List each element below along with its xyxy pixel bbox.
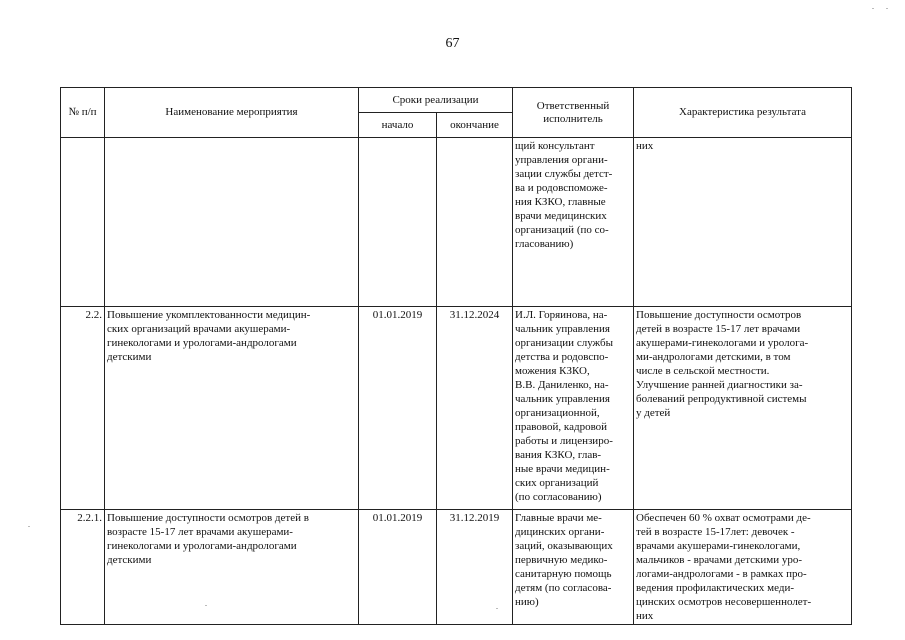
text-line: мальчиков - врачами детскими уро- xyxy=(636,554,803,566)
text-line: ва и родовспоможе- xyxy=(515,182,608,194)
row-start: 01.01.2019 xyxy=(359,510,437,625)
text-line: Повышение доступности осмотров детей в xyxy=(107,512,309,524)
text-line: гинекологами и урологами-андрологами xyxy=(107,540,297,552)
table-row xyxy=(61,510,852,625)
text-line: ведения профилактических меди- xyxy=(636,582,795,594)
text-line: ских организаций xyxy=(515,477,599,489)
header-end: окончание xyxy=(437,113,513,138)
header-name: Наименование мероприятия xyxy=(105,88,359,138)
text-line: врачи медицинских xyxy=(515,210,607,222)
row-name xyxy=(105,307,359,510)
text-line: акушерами-гинекологами и уролога- xyxy=(636,337,809,349)
row-num xyxy=(61,138,105,307)
header-num: № п/п xyxy=(61,88,105,138)
text-line: числе в сельской местности. xyxy=(636,365,770,377)
text-line: них xyxy=(636,140,654,152)
text-line: гинекологами и урологами-андрологами xyxy=(107,337,297,349)
row-end xyxy=(437,138,513,307)
text-line: санитарную помощь xyxy=(515,568,612,580)
header-start: начало xyxy=(359,113,437,138)
row-start xyxy=(359,138,437,307)
text-line: нию) xyxy=(515,596,539,608)
text-line: первичную медико- xyxy=(515,554,608,566)
text-line: ные врачи медицин- xyxy=(515,463,610,475)
text-line: болеваний репродуктивной системы xyxy=(636,393,807,405)
row-responsible xyxy=(513,138,634,307)
text-line: Обеспечен 60 % охват осмотрами де- xyxy=(636,512,811,524)
header-responsible: Ответственный исполнитель xyxy=(513,88,634,138)
text-line: врачами акушерами-гинекологами, xyxy=(636,540,801,552)
text-line: тей в возрасте 15-17лет: девочек - xyxy=(636,526,795,538)
text-line: зации службы детст- xyxy=(515,168,613,180)
text-line: правовой, кадровой xyxy=(515,421,608,433)
row-result xyxy=(634,307,852,510)
scan-speck xyxy=(872,8,874,9)
text-line: детства и родовспо- xyxy=(515,351,609,363)
text-line: детскими xyxy=(107,351,152,363)
row-end: 31.12.2024 xyxy=(437,307,513,510)
text-line: ских организаций врачами акушерами- xyxy=(107,323,291,335)
text-line: них xyxy=(636,610,654,622)
scan-speck xyxy=(28,526,30,527)
text-line: организационной, xyxy=(515,407,600,419)
scan-speck xyxy=(886,8,888,9)
scan-speck xyxy=(205,605,207,606)
text-line: детей в возрасте 15-17 лет врачами xyxy=(636,323,801,335)
text-line: работы и лицензиро- xyxy=(515,435,613,447)
text-line: можения КЗКО, xyxy=(515,365,590,377)
text-line: организаций (по со- xyxy=(515,224,609,236)
text-line: логами-андрологами - в рамках про- xyxy=(636,568,807,580)
text-line: дицинских органи- xyxy=(515,526,605,538)
header-dates: Сроки реализации xyxy=(359,88,513,113)
text-line: щий консультант xyxy=(515,140,595,152)
text-line: управления органи- xyxy=(515,154,608,166)
page-number: 67 xyxy=(445,36,460,51)
row-end: 31.12.2019 xyxy=(437,510,513,625)
text-line: чальник управления xyxy=(515,393,610,405)
text-line: В.В. Даниленко, на- xyxy=(515,379,609,391)
row-name xyxy=(105,510,359,625)
text-line: организации службы xyxy=(515,337,613,349)
row-result xyxy=(634,510,852,625)
text-line: ния КЗКО, главные xyxy=(515,196,606,208)
row-num: 2.2.1. xyxy=(61,510,105,625)
text-line: И.Л. Горяинова, на- xyxy=(515,309,608,321)
text-line: гласованию) xyxy=(515,238,574,250)
text-line: чальник управления xyxy=(515,323,610,335)
text-line: Повышение укомплектованности медицин- xyxy=(107,309,311,321)
text-line: детям (по согласова- xyxy=(515,582,612,594)
text-line: у детей xyxy=(636,407,671,419)
text-line: Улучшение ранней диагностики за- xyxy=(636,379,803,391)
row-responsible xyxy=(513,307,634,510)
text-line: вания КЗКО, глав- xyxy=(515,449,602,461)
row-responsible xyxy=(513,510,634,625)
text-line: возрасте 15-17 лет врачами акушерами- xyxy=(107,526,293,538)
row-start: 01.01.2019 xyxy=(359,307,437,510)
table-row xyxy=(61,307,852,510)
row-name xyxy=(105,138,359,307)
row-num: 2.2. xyxy=(61,307,105,510)
scan-speck xyxy=(496,608,498,609)
table-row xyxy=(61,138,852,307)
activity-plan-table xyxy=(60,87,852,625)
text-line: (по согласованию) xyxy=(515,491,602,503)
text-line: цинских осмотров несовершеннолет- xyxy=(636,596,812,608)
row-result xyxy=(634,138,852,307)
text-line: заций, оказывающих xyxy=(515,540,613,552)
text-line: Повышение доступности осмотров xyxy=(636,309,802,321)
text-line: ми-андрологами детскими, в том xyxy=(636,351,791,363)
text-line: Главные врачи ме- xyxy=(515,512,602,524)
text-line: детскими xyxy=(107,554,152,566)
header-result: Характеристика результата xyxy=(634,88,852,138)
